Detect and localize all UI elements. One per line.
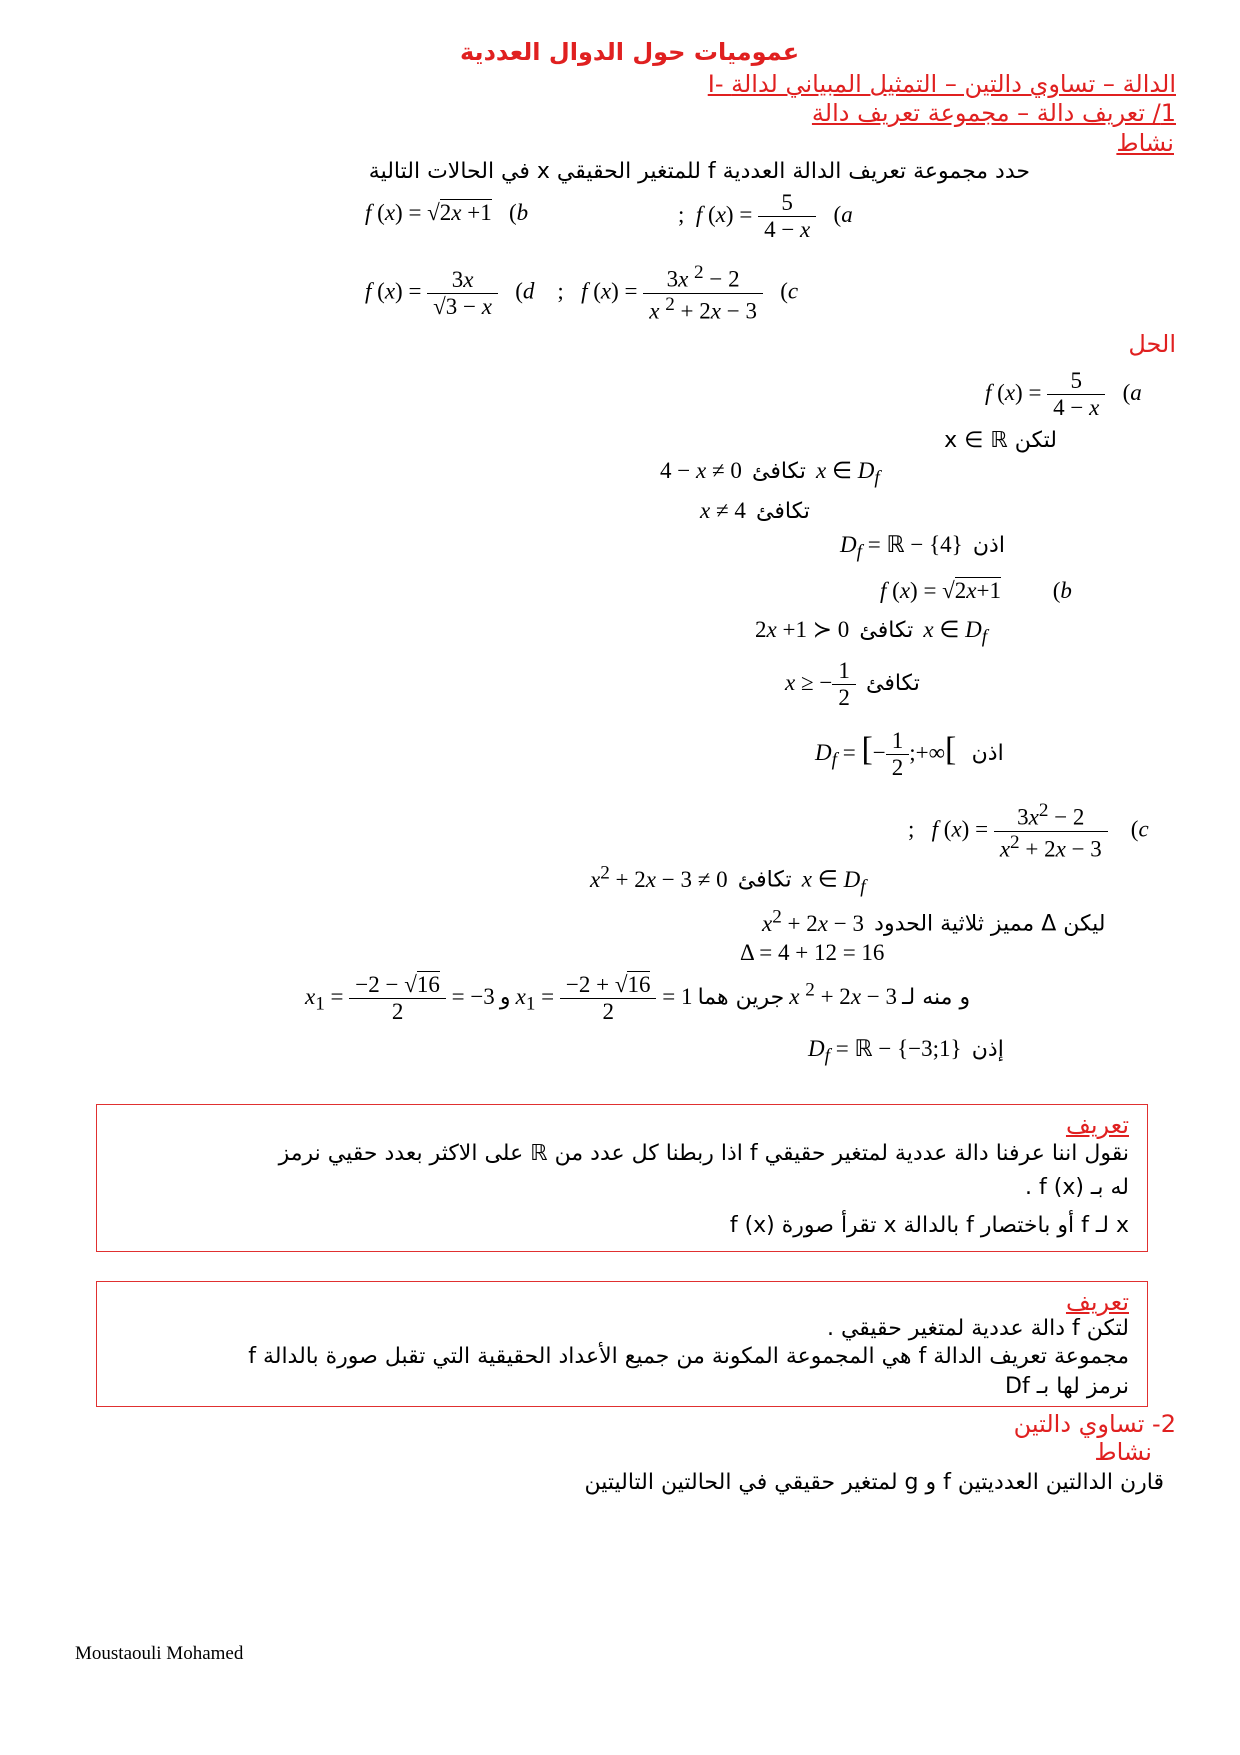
solution-c-roots: $x_1$ = $\frac{-2 - √16}{2}$ = −3 و $x_1$ = $\frac{-2 + √16}{2}$ = 1 جرين هما x $^2$ + 2x − 3 و منه لـ	[305, 972, 971, 1024]
solution-c-delta: $x^2 + 2x - 3$ ليكن Δ مميز ثلاثية الحدود	[762, 906, 1106, 937]
solution-a-let: لتكن x ∈ ℝ	[944, 428, 1057, 453]
solution-a-line2: x ≠ 4 تكافئ	[700, 498, 810, 524]
solution-a-line1: 4 − x ≠ 0 تكافئ x ∈ $D_f$	[660, 458, 880, 489]
exercise-b: f (x) = √2x +1 (b	[365, 200, 529, 225]
solution-a-result: $D_f$ = ℝ − {4} اذن	[840, 532, 1005, 563]
definition-line: مجموعة تعريف الدالة f هي المجموعة المكونة من جميع الأعداد الحقيقية التي تقبل صورة بالدالة f	[248, 1344, 1129, 1369]
equivalent-text: تكافئ	[752, 459, 806, 484]
so-text: و منه لـ	[902, 984, 971, 1010]
solution-b-line2: x ≥ − $\frac{1}{2}$ تكافئ	[785, 658, 920, 710]
solution-c-result: $D_f$ = ℝ − {−3;1} إذن	[808, 1036, 1004, 1067]
and-text: و	[499, 984, 511, 1010]
solution-label: الحل	[1128, 330, 1176, 358]
definition-line: f (x) تقرأ صورة x بالدالة f أو باختصار f لـ x	[729, 1213, 1129, 1238]
activity-text-2: قارن الدالتين العدديتين f و g لمتغير حقيقي في الحالتين التاليتين	[584, 1470, 1164, 1495]
solution-c-header: ; f (x) = $\frac{3x^2 - 2}{x^2 + 2x - 3}$ (c	[908, 800, 1149, 862]
solution-b-result: $D_f$ = [− $\frac{1}{2}$ ;+∞[ اذن	[815, 728, 1004, 780]
definition-line: نقول اننا عرفنا دالة عددية لمتغير حقيقي f اذا ربطنا كل عدد من ℝ على الاكثر بعدد حقيي نرمز	[278, 1141, 1129, 1166]
then-text: إذن	[971, 1037, 1004, 1062]
page-title: عموميات حول الدوال العددية	[460, 38, 800, 66]
activity-text	[369, 159, 1030, 184]
solution-c-delta-value: Δ = 4 + 12 = 16	[740, 940, 885, 965]
section-heading-1: I- الدالة – تساوي دالتين – التمثيل المبياني لدالة	[707, 70, 1176, 98]
definition-line: لتكن f دالة عددية لمتغير حقيقي .	[826, 1316, 1129, 1341]
delta-text: ليكن Δ مميز ثلاثية الحدود	[874, 911, 1106, 937]
definition-box-2	[96, 1281, 1148, 1407]
definition-label: تعريف	[1065, 1288, 1129, 1316]
activity-text-content: حدد مجموعة تعريف الدالة العددية f للمتغير الحقيقي x في الحالات التالية	[368, 159, 1030, 184]
then-text: اذن	[971, 740, 1004, 766]
roots-text: جرين هما	[697, 984, 785, 1010]
definition-label: تعريف	[1065, 1111, 1129, 1139]
equivalent-text: تكافئ	[756, 499, 810, 524]
equivalent-text: تكافئ	[866, 670, 920, 696]
solution-b-header: f (x) = √2x+1 (b	[880, 578, 1072, 603]
activity-label: نشاط	[1116, 129, 1174, 157]
then-text: اذن	[972, 533, 1005, 558]
definition-box-1	[96, 1104, 1148, 1252]
activity-label-2: نشاط	[1094, 1438, 1152, 1466]
section-heading-2: 2- تساوي دالتين	[1013, 1410, 1176, 1438]
solution-c-line1: $x^2 + 2x - 3 \ne 0$ تكافئ x ∈ $D_f$	[590, 862, 866, 898]
equivalent-text: تكافئ	[859, 618, 914, 643]
exercise-a: ; f (x) = $\frac{5}{4 - x}$ (a	[678, 190, 853, 242]
solution-b-line1: 2x +1 ≻ 0 تكافئ x ∈ $D_f$	[755, 617, 988, 648]
definition-line: له بـ f (x) .	[1025, 1175, 1129, 1200]
equivalent-text: تكافئ	[737, 867, 792, 893]
definition-line: نرمز لها بـ Df	[1005, 1374, 1129, 1399]
footer-author: Moustaouli Mohamed	[75, 1643, 244, 1664]
solution-a-header: f (x) = $\frac{5}{4 - x}$ (a	[985, 368, 1142, 420]
exercise-d: f (x) = $\frac{3x}{√3 - x}$ (d ; f (x) = $\frac{3x ^2 - 2}{x ^2 + 2x - 3}$ (c	[365, 262, 799, 324]
subsection-heading-1: 1/ تعريف دالة – مجموعة تعريف دالة	[811, 99, 1176, 127]
